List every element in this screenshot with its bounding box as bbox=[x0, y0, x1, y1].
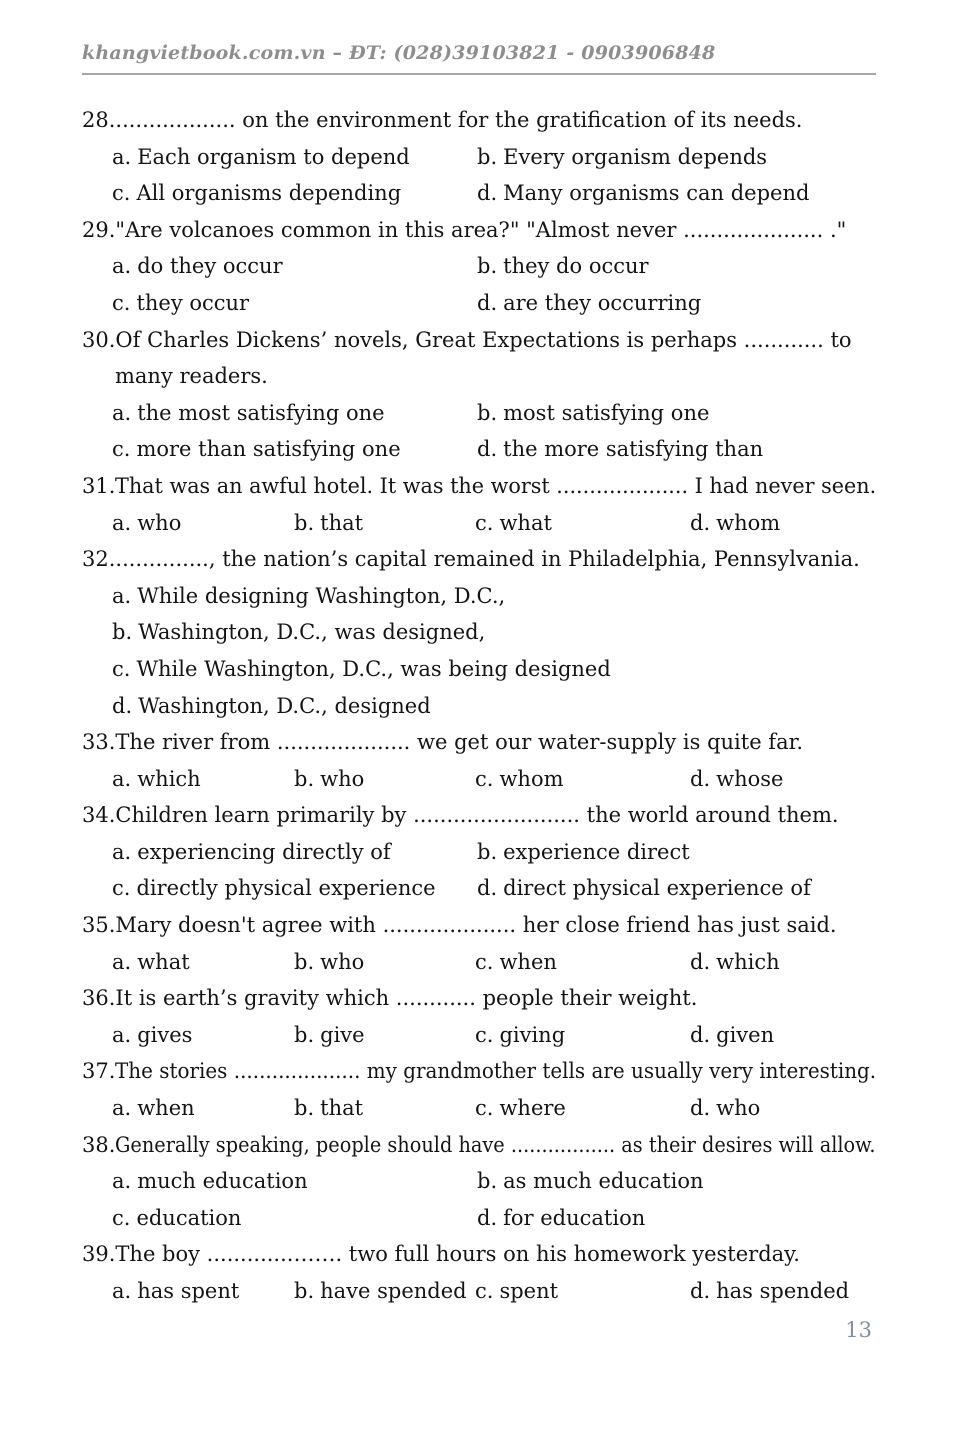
question-text: It is earth’s gravity which ............ people their weight. bbox=[115, 986, 698, 1011]
answer-option-c bbox=[475, 944, 690, 981]
answer-options bbox=[82, 1163, 876, 1236]
question-line bbox=[82, 212, 876, 249]
answer-option-d bbox=[690, 1273, 876, 1310]
question-number: 31. bbox=[82, 473, 116, 498]
answer-option-b bbox=[112, 614, 876, 651]
option-label: d. bbox=[690, 949, 711, 974]
option-label: d. bbox=[477, 290, 498, 315]
option-text: directly physical experience bbox=[136, 876, 436, 901]
option-label: b. bbox=[477, 400, 498, 425]
answer-option-c bbox=[112, 431, 477, 468]
answer-option-d bbox=[112, 688, 876, 725]
option-text: for education bbox=[503, 1205, 646, 1230]
option-text: All organisms depending bbox=[136, 181, 402, 206]
option-label: c. bbox=[112, 1205, 131, 1230]
question-number: 39. bbox=[82, 1242, 116, 1267]
question-number: 30. bbox=[82, 327, 116, 352]
option-text: they do occur bbox=[503, 254, 649, 279]
option-text: which bbox=[716, 949, 780, 974]
question bbox=[82, 907, 876, 980]
page-footer bbox=[82, 1315, 876, 1345]
option-text: Every organism depends bbox=[503, 144, 768, 169]
answer-option-d bbox=[690, 761, 876, 798]
answer-options bbox=[82, 248, 876, 321]
option-text: that bbox=[320, 1096, 364, 1121]
question-number: 37. bbox=[82, 1059, 116, 1084]
option-text: Washington, D.C., was designed, bbox=[138, 620, 486, 645]
answer-options bbox=[82, 505, 876, 542]
option-label: c. bbox=[475, 510, 494, 535]
answer-options bbox=[82, 1090, 876, 1127]
option-text: what bbox=[499, 510, 552, 535]
option-label: c. bbox=[475, 1279, 494, 1303]
option-text: who bbox=[320, 766, 365, 791]
option-text: what bbox=[137, 949, 190, 974]
option-text: has spent bbox=[137, 1279, 240, 1303]
question-text: Children learn primarily by ......................... the world around them. bbox=[115, 803, 839, 828]
question-line bbox=[82, 980, 876, 1017]
option-text: giving bbox=[499, 1022, 566, 1047]
option-label: a. bbox=[112, 583, 132, 608]
question-text: The stories .................... my grandmother tells are usually very interesting. bbox=[115, 1059, 877, 1084]
option-label: d. bbox=[690, 510, 711, 535]
question-line bbox=[82, 724, 876, 761]
option-label: a. bbox=[112, 1096, 132, 1121]
answer-option-d bbox=[477, 175, 876, 212]
answer-option-c bbox=[112, 1200, 477, 1237]
answer-option-c bbox=[475, 761, 690, 798]
question-number: 35. bbox=[82, 913, 116, 938]
question-number: 33. bbox=[82, 730, 116, 755]
answer-option-b bbox=[477, 139, 876, 176]
answer-option-d bbox=[690, 1017, 876, 1054]
option-text: have spended bbox=[320, 1279, 467, 1303]
option-text: experiencing directly of bbox=[137, 839, 391, 864]
answer-option-c bbox=[112, 870, 477, 907]
option-label: a. bbox=[112, 510, 132, 535]
question bbox=[82, 1236, 876, 1309]
option-label: c. bbox=[475, 1022, 494, 1047]
option-text: Washington, D.C., designed bbox=[138, 693, 431, 718]
question bbox=[82, 541, 876, 724]
option-label: b. bbox=[294, 510, 315, 535]
question-continuation bbox=[82, 358, 876, 395]
option-label: c. bbox=[112, 181, 131, 206]
option-label: d. bbox=[477, 437, 498, 462]
answer-options bbox=[82, 834, 876, 907]
option-label: b. bbox=[477, 839, 498, 864]
question-text: "Are volcanoes common in this area?" "Almost never ..................... ." bbox=[115, 217, 847, 242]
question-text: The boy .............……. two full hours on his homework yesterday. bbox=[115, 1242, 800, 1267]
answer-options bbox=[82, 944, 876, 981]
option-text: Each organism to depend bbox=[137, 144, 410, 169]
option-label: a. bbox=[112, 1022, 132, 1047]
option-text: as much education bbox=[503, 1169, 704, 1194]
option-label: c. bbox=[112, 876, 131, 901]
option-text: much education bbox=[137, 1169, 308, 1194]
option-label: a. bbox=[112, 144, 132, 169]
option-text: given bbox=[716, 1022, 775, 1047]
option-label: b. bbox=[112, 620, 133, 645]
option-text: gives bbox=[137, 1022, 193, 1047]
answer-option-b bbox=[294, 505, 475, 542]
answer-option-d bbox=[477, 285, 876, 322]
answer-option-c bbox=[112, 175, 477, 212]
question-number: 38. bbox=[82, 1132, 116, 1157]
option-text: more than satisfying one bbox=[136, 437, 401, 462]
question-number: 34. bbox=[82, 803, 116, 828]
option-text: whose bbox=[716, 766, 784, 791]
option-text: While designing Washington, D.C., bbox=[137, 583, 506, 608]
question-number: 28. bbox=[82, 108, 116, 132]
answer-option-a bbox=[112, 248, 477, 285]
answer-option-c bbox=[475, 505, 690, 542]
page-number: 13 bbox=[845, 1317, 872, 1342]
answer-option-c bbox=[475, 1090, 690, 1127]
option-text: spent bbox=[499, 1279, 559, 1303]
question-text-continued: many readers. bbox=[115, 364, 268, 389]
option-label: a. bbox=[112, 766, 132, 791]
question-text: That was an awful hotel. It was the worst .................... I had never seen. bbox=[115, 473, 877, 498]
answer-option-a bbox=[112, 505, 294, 542]
answer-options bbox=[82, 578, 876, 724]
option-label: c. bbox=[475, 949, 494, 974]
question-number: 29. bbox=[82, 217, 116, 242]
option-label: c. bbox=[475, 766, 494, 791]
answer-option-b bbox=[477, 395, 876, 432]
question-text: .............., the nation’s capital remained in Philadelphia, Pennsylvania. bbox=[115, 547, 860, 572]
answer-option-a bbox=[112, 1163, 477, 1200]
answer-options bbox=[82, 761, 876, 798]
option-label: d. bbox=[477, 876, 498, 901]
question-text: The river from .................... we get our water-supply is quite far. bbox=[115, 730, 804, 755]
option-label: d. bbox=[477, 181, 498, 206]
option-text: the more satisfying than bbox=[503, 437, 764, 462]
answer-option-b bbox=[294, 761, 475, 798]
option-label: a. bbox=[112, 1169, 132, 1194]
question bbox=[82, 212, 876, 322]
answer-option-d bbox=[690, 1090, 876, 1127]
option-label: a. bbox=[112, 1279, 132, 1303]
answer-option-c bbox=[112, 651, 876, 688]
question bbox=[82, 1127, 876, 1237]
question-line bbox=[82, 797, 876, 834]
option-label: d. bbox=[690, 1279, 711, 1303]
question-line bbox=[82, 907, 876, 944]
answer-options bbox=[82, 139, 876, 212]
question bbox=[82, 724, 876, 797]
answer-option-a bbox=[112, 395, 477, 432]
question-number: 36. bbox=[82, 986, 116, 1011]
option-text: when bbox=[137, 1096, 195, 1121]
question bbox=[82, 980, 876, 1053]
question bbox=[82, 468, 876, 541]
answer-option-d bbox=[690, 505, 876, 542]
answer-option-a bbox=[112, 1017, 294, 1054]
option-text: has spended bbox=[716, 1279, 850, 1303]
option-text: do they occur bbox=[137, 254, 283, 279]
answer-option-b bbox=[477, 834, 876, 871]
option-text: give bbox=[320, 1022, 365, 1047]
option-text: which bbox=[137, 766, 201, 791]
answer-option-c bbox=[475, 1017, 690, 1054]
option-text: they occur bbox=[136, 290, 250, 315]
option-label: a. bbox=[112, 254, 132, 279]
answer-options bbox=[82, 1273, 876, 1310]
answer-option-b bbox=[294, 944, 475, 981]
option-text: are they occurring bbox=[503, 290, 702, 315]
answer-option-d bbox=[477, 431, 876, 468]
answer-option-d bbox=[477, 870, 876, 907]
answer-option-b bbox=[477, 1163, 876, 1200]
answer-option-a bbox=[112, 944, 294, 981]
option-label: d. bbox=[112, 693, 133, 718]
question bbox=[82, 322, 876, 468]
question-text: .................. on the environment for the gratification of its needs. bbox=[115, 108, 803, 132]
answer-option-a bbox=[112, 834, 477, 871]
page-header bbox=[82, 40, 876, 75]
answer-option-a bbox=[112, 578, 876, 615]
option-text: While Washington, D.C., was being designed bbox=[136, 656, 611, 681]
option-label: d. bbox=[690, 766, 711, 791]
option-label: c. bbox=[112, 290, 131, 315]
option-label: b. bbox=[294, 949, 315, 974]
answer-option-b bbox=[294, 1090, 475, 1127]
question-text: Mary doesn't agree with .................... her close friend has just said. bbox=[115, 913, 837, 938]
option-text: direct physical experience of bbox=[503, 876, 811, 901]
question-line bbox=[82, 102, 876, 139]
question-text: Of Charles Dickens’ novels, Great Expectations is perhaps ............ to bbox=[115, 327, 852, 352]
option-label: a. bbox=[112, 949, 132, 974]
option-label: b. bbox=[477, 254, 498, 279]
option-text: whom bbox=[716, 510, 781, 535]
answer-option-b bbox=[477, 248, 876, 285]
answer-option-a bbox=[112, 139, 477, 176]
answer-option-b bbox=[294, 1273, 475, 1310]
option-label: b. bbox=[294, 766, 315, 791]
option-text: most satisfying one bbox=[503, 400, 710, 425]
question-line bbox=[82, 1127, 876, 1164]
question-line bbox=[82, 1053, 876, 1090]
option-text: experience direct bbox=[503, 839, 690, 864]
option-label: b. bbox=[294, 1279, 315, 1303]
option-label: b. bbox=[294, 1096, 315, 1121]
answer-option-a bbox=[112, 1090, 294, 1127]
answer-option-b bbox=[294, 1017, 475, 1054]
option-label: b. bbox=[294, 1022, 315, 1047]
question bbox=[82, 1053, 876, 1126]
option-text: Many organisms can depend bbox=[503, 181, 810, 206]
option-label: b. bbox=[477, 1169, 498, 1194]
option-text: who bbox=[320, 949, 365, 974]
answer-option-d bbox=[477, 1200, 876, 1237]
option-text: that bbox=[320, 510, 364, 535]
option-text: when bbox=[499, 949, 557, 974]
option-text: where bbox=[499, 1096, 566, 1121]
option-label: c. bbox=[475, 1096, 494, 1121]
question-line bbox=[82, 322, 876, 359]
answer-option-d bbox=[690, 944, 876, 981]
option-text: education bbox=[136, 1205, 242, 1230]
option-text: who bbox=[137, 510, 182, 535]
question bbox=[82, 102, 876, 212]
question-line bbox=[82, 468, 876, 505]
answer-options bbox=[82, 395, 876, 468]
question-line bbox=[82, 541, 876, 578]
answer-option-a bbox=[112, 1273, 294, 1310]
option-label: c. bbox=[112, 437, 131, 462]
option-label: c. bbox=[112, 656, 131, 681]
publisher-header-text: khangvietbook.com.vn – ĐT: (028)39103821 - 0903906848 bbox=[82, 42, 716, 64]
option-label: b. bbox=[477, 144, 498, 169]
question-number: 32. bbox=[82, 547, 116, 572]
answer-option-c bbox=[475, 1273, 690, 1310]
option-text: whom bbox=[499, 766, 564, 791]
question-line bbox=[82, 1236, 876, 1273]
option-label: d. bbox=[690, 1022, 711, 1047]
questions-list bbox=[82, 102, 876, 1310]
option-text: the most satisfying one bbox=[137, 400, 385, 425]
answer-option-a bbox=[112, 761, 294, 798]
option-label: d. bbox=[690, 1096, 711, 1121]
option-label: a. bbox=[112, 400, 132, 425]
option-label: d. bbox=[477, 1205, 498, 1230]
question bbox=[82, 797, 876, 907]
option-text: who bbox=[716, 1096, 761, 1121]
question-text: Generally speaking, people should have ................. as their desires will allow. bbox=[115, 1132, 876, 1157]
option-label: a. bbox=[112, 839, 132, 864]
answer-options bbox=[82, 1017, 876, 1054]
answer-option-c bbox=[112, 285, 477, 322]
